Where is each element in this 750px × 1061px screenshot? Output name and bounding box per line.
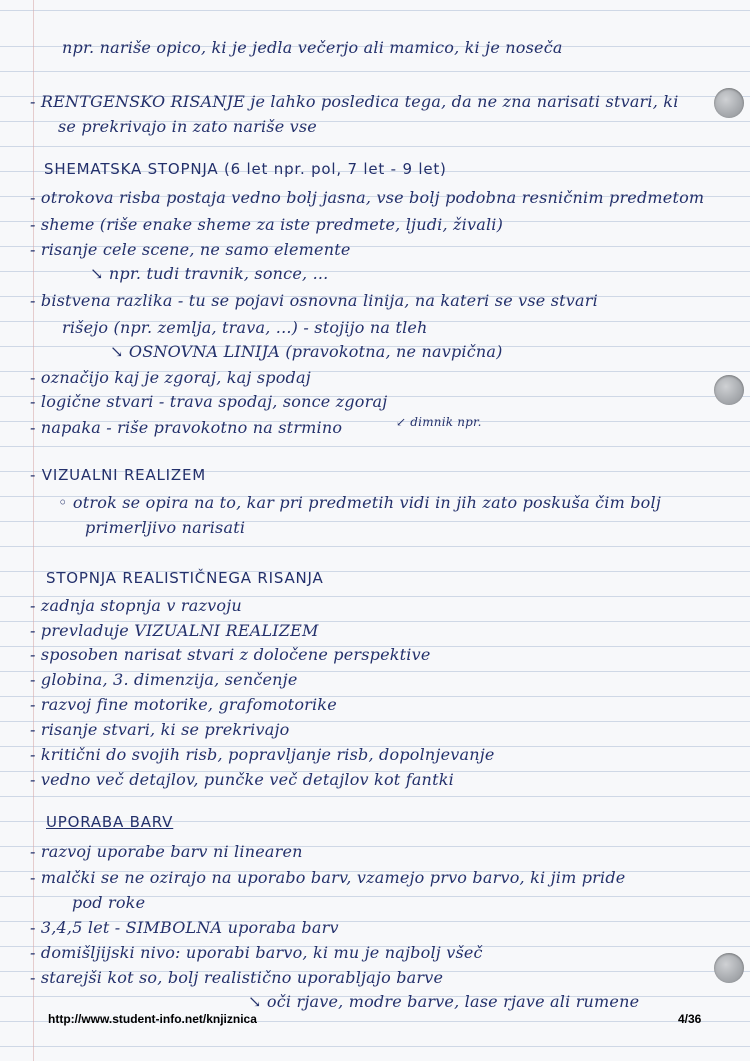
note-line: - vedno več detajlov, punčke več detajlov kot fantki (30, 770, 454, 789)
note-line: - otrokova risba postaja vedno bolj jasna, vse bolj podobna resničnim predmetom (30, 188, 705, 207)
section-heading: - VIZUALNI REALIZEM (30, 466, 206, 484)
note-line: - sheme (riše enake sheme za iste predmete, ljudi, živali) (30, 215, 504, 234)
note-line: se prekrivajo in zato nariše vse (58, 117, 317, 136)
note-line: ◦ otrok se opira na to, kar pri predmetih vidi in jih zato poskuša čim bolj (58, 493, 661, 512)
note-line: - globina, 3. dimenzija, senčenje (30, 670, 298, 689)
margin-line (33, 0, 34, 1061)
section-heading: UPORABA BARV (46, 813, 174, 831)
note-line: - RENTGENSKO RISANJE je lahko posledica tega, da ne zna narisati stvari, ki (30, 92, 679, 111)
note-line: ↘ npr. tudi travnik, sonce, ... (90, 264, 329, 283)
punch-hole (714, 375, 744, 405)
note-line: - zadnja stopnja v razvoju (30, 596, 242, 615)
note-line: ↘ oči rjave, modre barve, lase rjave ali rumene (248, 992, 640, 1011)
note-line: - logične stvari - trava spodaj, sonce zgoraj (30, 392, 388, 411)
punch-hole (714, 953, 744, 983)
note-line: - 3,4,5 let - SIMBOLNA uporaba barv (30, 918, 339, 937)
note-line: pod roke (72, 893, 146, 912)
annotation: ↙ dimnik npr. (396, 415, 482, 429)
punch-hole (714, 88, 744, 118)
page-number: 4/36 (678, 1012, 702, 1026)
note-line: ↘ OSNOVNA LINIJA (pravokotna, ne navpična) (110, 342, 503, 361)
note-line: - risanje stvari, ki se prekrivajo (30, 720, 290, 739)
footer-url: http://www.student-info.net/knjiznica (48, 1012, 257, 1026)
note-line: - napaka - riše pravokotno na strmino (30, 418, 343, 437)
section-heading: SHEMATSKA STOPNJA (6 let npr. pol, 7 let - 9 let) (44, 160, 447, 178)
note-line: - domišljijski nivo: uporabi barvo, ki mu je najbolj všeč (30, 943, 483, 962)
note-line: - razvoj fine motorike, grafomotorike (30, 695, 337, 714)
note-line: - označijo kaj je zgoraj, kaj spodaj (30, 368, 311, 387)
note-line: npr. nariše opico, ki je jedla večerjo ali mamico, ki je noseča (62, 38, 563, 57)
note-line: - malčki se ne ozirajo na uporabo barv, vzamejo prvo barvo, ki jim pride (30, 868, 626, 887)
note-line: - kritični do svojih risb, popravljanje risb, dopolnjevanje (30, 745, 495, 764)
note-line: rišejo (npr. zemlja, trava, ...) - stojijo na tleh (62, 318, 428, 337)
section-heading: STOPNJA REALISTIČNEGA RISANJA (46, 569, 324, 587)
note-line: - sposoben narisat stvari z določene perspektive (30, 645, 431, 664)
note-line: - risanje cele scene, ne samo elemente (30, 240, 351, 259)
note-line: primerljivo narisati (85, 518, 246, 537)
note-line: - razvoj uporabe barv ni linearen (30, 842, 303, 861)
note-line: - prevladuje VIZUALNI REALIZEM (30, 621, 319, 640)
note-line: - bistvena razlika - tu se pojavi osnovna linija, na kateri se vse stvari (30, 291, 598, 310)
note-line: - starejši kot so, bolj realistično uporabljajo barve (30, 968, 444, 987)
